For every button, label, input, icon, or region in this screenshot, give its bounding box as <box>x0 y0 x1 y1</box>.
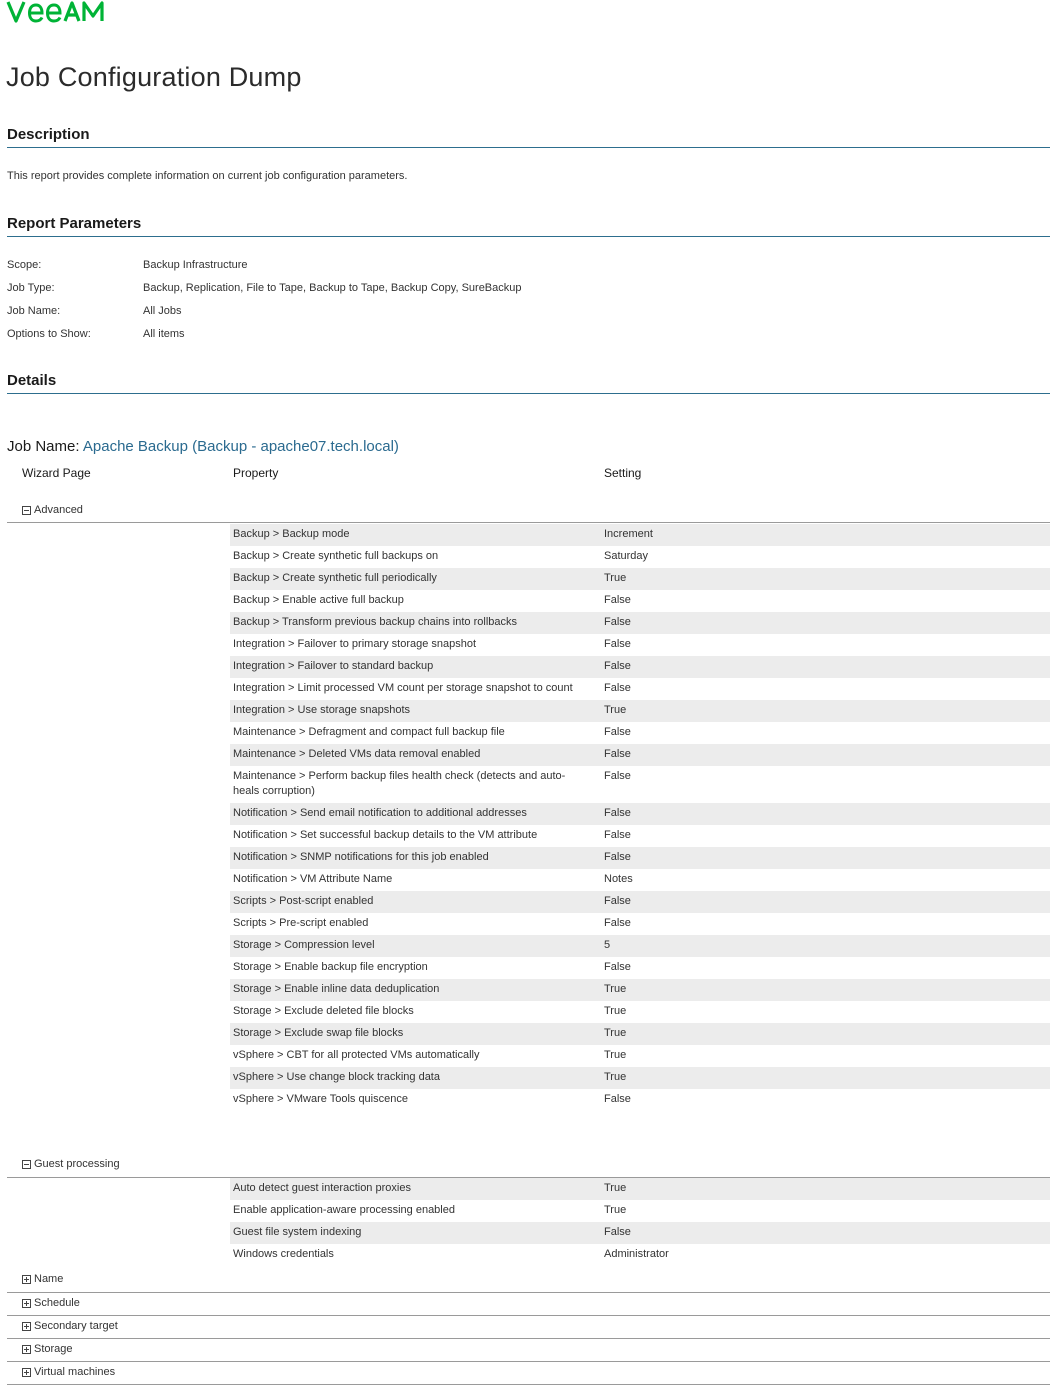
parameter-label: Scope: <box>7 259 42 271</box>
group-divider <box>7 1361 1050 1362</box>
section-divider <box>7 393 1050 394</box>
table-row <box>230 1045 1050 1067</box>
table-row <box>230 1067 1050 1089</box>
table-row <box>230 568 1050 590</box>
section-divider <box>7 236 1050 237</box>
table-row <box>230 678 1050 700</box>
parameter-value: Backup Infrastructure <box>143 259 248 271</box>
group-toggle-name[interactable] <box>22 1272 63 1286</box>
property-cell: Scripts > Pre-script enabled <box>233 917 369 929</box>
table-row <box>230 612 1050 634</box>
table-row <box>230 1178 1050 1200</box>
setting-cell: False <box>604 726 631 738</box>
property-cell: Storage > Enable backup file encryption <box>233 961 428 973</box>
group-divider <box>7 1338 1050 1339</box>
table-row <box>230 590 1050 612</box>
expand-icon[interactable] <box>22 1368 31 1377</box>
property-cell: vSphere > Use change block tracking data <box>233 1071 440 1083</box>
group-divider <box>7 1384 1050 1385</box>
parameter-row <box>7 282 522 305</box>
collapse-icon[interactable] <box>22 1160 31 1169</box>
table-row <box>230 1001 1050 1023</box>
setting-cell: False <box>604 682 631 694</box>
description-text: This report provides complete information on current job configuration parameters. <box>7 170 408 182</box>
setting-cell: False <box>604 638 631 650</box>
parameter-value: All items <box>143 328 185 340</box>
property-cell: Guest file system indexing <box>233 1226 362 1238</box>
group-label: Schedule <box>34 1297 80 1309</box>
property-cell: Storage > Compression level <box>233 939 375 951</box>
property-cell: Storage > Exclude swap file blocks <box>233 1027 404 1039</box>
property-cell: Notification > SNMP notifications for this job enabled <box>233 851 489 863</box>
table-row <box>230 847 1050 869</box>
section-details-heading: Details <box>7 372 57 389</box>
setting-cell: True <box>604 704 627 716</box>
property-cell: Integration > Failover to primary storage snapshot <box>233 638 477 650</box>
setting-cell: True <box>604 572 627 584</box>
parameter-row <box>7 328 522 351</box>
setting-cell: False <box>604 961 631 973</box>
job-name-heading <box>7 438 399 455</box>
setting-cell: Increment <box>604 528 653 540</box>
group-label: Name <box>34 1273 64 1285</box>
group-label: Storage <box>34 1343 73 1355</box>
parameter-label: Options to Show: <box>7 328 91 340</box>
table-row <box>230 524 1050 546</box>
property-cell: vSphere > CBT for all protected VMs automatically <box>233 1049 480 1061</box>
property-cell: Windows credentials <box>233 1248 334 1260</box>
property-cell: vSphere > VMware Tools quiscence <box>233 1093 408 1105</box>
veeam-logo-icon <box>6 0 122 24</box>
table-row <box>230 634 1050 656</box>
group-toggle-schedule[interactable] <box>22 1296 80 1310</box>
group-label: Advanced <box>34 504 83 516</box>
group-toggle-secondary-target[interactable] <box>22 1319 118 1333</box>
table-row <box>230 1023 1050 1045</box>
table-row <box>230 869 1050 891</box>
property-cell: Maintenance > Defragment and compact full backup file <box>233 726 505 738</box>
setting-cell: True <box>604 1071 627 1083</box>
table-row <box>230 935 1050 957</box>
setting-cell: Saturday <box>604 550 649 562</box>
setting-cell: True <box>604 1182 627 1194</box>
table-row <box>230 1089 1050 1111</box>
section-report-parameters-heading: Report Parameters <box>7 215 142 232</box>
group-toggle-advanced[interactable] <box>22 503 83 517</box>
property-cell: Notification > Send email notification to additional addresses <box>233 807 527 819</box>
column-header-property: Property <box>233 466 279 480</box>
setting-cell: Notes <box>604 873 633 885</box>
group-label: Secondary target <box>34 1320 118 1332</box>
section-description-heading: Description <box>7 126 90 143</box>
expand-icon[interactable] <box>22 1299 31 1308</box>
collapse-icon[interactable] <box>22 506 31 515</box>
group-label: Virtual machines <box>34 1366 116 1378</box>
property-cell: Integration > Use storage snapshots <box>233 704 411 716</box>
table-row <box>230 1244 1050 1266</box>
group-divider <box>7 522 1050 523</box>
property-cell: Backup > Create synthetic full backups on <box>233 550 439 562</box>
property-cell: Scripts > Post-script enabled <box>233 895 374 907</box>
property-cell: Integration > Failover to standard backup <box>233 660 434 672</box>
property-cell: Notification > VM Attribute Name <box>233 873 393 885</box>
setting-cell: True <box>604 1049 627 1061</box>
table-row <box>230 656 1050 678</box>
table-row <box>230 803 1050 825</box>
group-label: Guest processing <box>34 1158 120 1170</box>
setting-cell: True <box>604 1027 627 1039</box>
parameters-list <box>7 259 522 351</box>
property-cell: Backup > Backup mode <box>233 528 350 540</box>
property-cell: Auto detect guest interaction proxies <box>233 1182 411 1194</box>
column-header-wizard-page: Wizard Page <box>22 466 91 480</box>
guest-processing-properties-table <box>230 1178 1050 1266</box>
table-row <box>230 722 1050 744</box>
setting-cell: False <box>604 660 631 672</box>
expand-icon[interactable] <box>22 1275 31 1284</box>
table-row <box>230 766 1050 803</box>
table-row <box>230 1222 1050 1244</box>
setting-cell: True <box>604 1204 627 1216</box>
parameter-label: Job Name: <box>7 305 61 317</box>
setting-cell: False <box>604 851 631 863</box>
property-cell: Enable application-aware processing enabled <box>233 1204 455 1216</box>
page-title: Job Configuration Dump <box>6 62 302 92</box>
job-name-label: Job Name: <box>7 438 80 455</box>
setting-cell: False <box>604 770 631 782</box>
setting-cell: 5 <box>604 939 611 951</box>
group-toggle-storage[interactable] <box>22 1342 73 1356</box>
parameter-value: Backup, Replication, File to Tape, Backup to Tape, Backup Copy, SureBackup <box>143 282 522 294</box>
setting-cell: False <box>604 748 631 760</box>
property-cell: Backup > Create synthetic full periodically <box>233 572 437 584</box>
table-row <box>230 700 1050 722</box>
table-row <box>230 1200 1050 1222</box>
setting-cell: False <box>604 1093 631 1105</box>
property-cell: Integration > Limit processed VM count per storage snapshot to count <box>233 682 573 694</box>
property-cell: Storage > Exclude deleted file blocks <box>233 1005 414 1017</box>
parameter-row <box>7 305 522 328</box>
group-divider <box>7 1292 1050 1293</box>
expand-icon[interactable] <box>22 1322 31 1331</box>
advanced-properties-table <box>230 524 1050 1111</box>
property-cell: Storage > Enable inline data deduplication <box>233 983 440 995</box>
section-divider <box>7 147 1050 148</box>
property-cell: Notification > Set successful backup details to the VM attribute <box>233 829 538 841</box>
parameter-row <box>7 259 522 282</box>
group-toggle-virtual-machines[interactable] <box>22 1365 115 1379</box>
column-header-setting: Setting <box>604 466 642 480</box>
property-cell: Backup > Enable active full backup <box>233 594 404 606</box>
parameter-label: Job Type: <box>7 282 55 294</box>
table-row <box>230 744 1050 766</box>
parameter-value: All Jobs <box>143 305 182 317</box>
table-row <box>230 957 1050 979</box>
setting-cell: False <box>604 616 631 628</box>
table-row <box>230 913 1050 935</box>
group-toggle-guest-processing[interactable] <box>22 1157 120 1171</box>
setting-cell: Administrator <box>604 1248 669 1260</box>
setting-cell: True <box>604 983 627 995</box>
table-row <box>230 825 1050 847</box>
setting-cell: False <box>604 829 631 841</box>
setting-cell: False <box>604 1226 631 1238</box>
setting-cell: False <box>604 895 631 907</box>
table-row <box>230 891 1050 913</box>
property-cell: Backup > Transform previous backup chains into rollbacks <box>233 616 518 628</box>
property-cell: Maintenance > Deleted VMs data removal enabled <box>233 748 481 760</box>
table-row <box>230 546 1050 568</box>
setting-cell: True <box>604 1005 627 1017</box>
setting-cell: False <box>604 917 631 929</box>
expand-icon[interactable] <box>22 1345 31 1354</box>
job-name-value: Apache Backup (Backup - apache07.tech.local) <box>82 438 399 455</box>
veeam-logo <box>6 0 122 24</box>
group-divider <box>7 1315 1050 1316</box>
setting-cell: False <box>604 594 631 606</box>
table-row <box>230 979 1050 1001</box>
setting-cell: False <box>604 807 631 819</box>
property-cell: Maintenance > Perform backup files health check (detects and auto-heals corruption) <box>233 770 566 797</box>
